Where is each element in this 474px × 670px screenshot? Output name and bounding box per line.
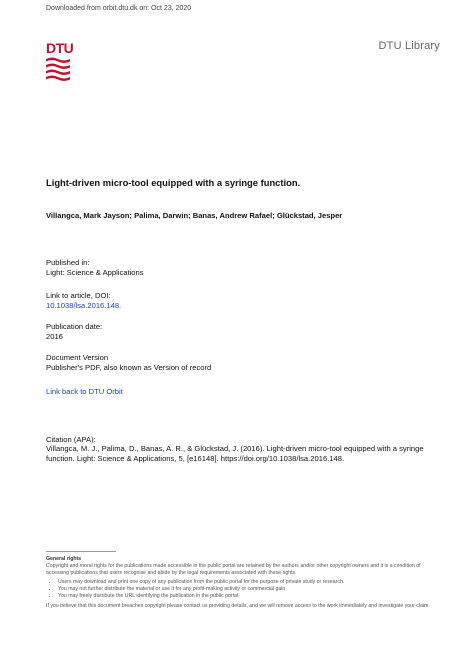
rights-bullet: • You may not further distribute the material or use it for any profit-making activity or commercial gain: [58, 586, 440, 593]
citation-label: Citation (APA):: [46, 435, 96, 444]
published-in-block: [46, 258, 144, 277]
published-in-label: Published in:: [46, 258, 90, 267]
paper-title: Light-driven micro-tool equipped with a syringe function.: [46, 177, 301, 188]
doi-link[interactable]: 10.1038/lsa.2016.148.: [46, 300, 122, 310]
rights-final-note: If you believe that this document breaches copyright please contact us providing details, and we will remove access to the work immediately and investigate your claim.: [46, 602, 430, 609]
citation-block: [46, 435, 446, 463]
general-rights-section: [46, 556, 440, 610]
dtu-orbit-link[interactable]: Link back to DTU Orbit: [46, 387, 123, 396]
download-note: Downloaded from orbit.dtu.dk on: Oct 23, 2020: [46, 5, 192, 12]
logo-text: DTU: [46, 40, 74, 56]
citation-text: Villangca, M. J., Palima, D., Banas, A. R., & Glückstad, J. (2016). Light-driven micro-tool equipped with a syringe function. Light: Science & Applications, 5, [e16148]. https://doi.org/10.1038/lsa.2016.148.: [46, 444, 424, 463]
publication-date-block: [46, 322, 102, 341]
publication-date-label: Publication date:: [46, 322, 103, 331]
published-in-value: Light: Science & Applications: [46, 267, 144, 277]
document-version-block: [46, 353, 211, 372]
document-version-label: Document Version: [46, 353, 109, 362]
rights-bullet: • Users may download and print one copy of any publication from the public portal for the purpose of private study or research.: [58, 579, 440, 586]
publication-date-value: 2016: [46, 331, 63, 341]
rights-bullet: • You may freely distribute the URL identifying the publication in the public portal: [58, 593, 440, 600]
document-version-value: Publisher's PDF, also known as Version of record: [46, 362, 212, 372]
rights-heading: General rights: [46, 556, 82, 562]
dtu-library-label: DTU Library: [378, 40, 440, 52]
rights-intro: Copyright and moral rights for the publications made accessible in the public portal are retained by the authors and/or other copyright owners and it is a condition of accessing publications that users recognise and abide by the legal requirements associated with these rights.: [46, 562, 421, 576]
rights-list: [46, 579, 440, 599]
rights-divider: [46, 551, 116, 552]
paper-authors: Villangca, Mark Jayson; Palima, Darwin; Banas, Andrew Rafael; Glückstad, Jesper: [46, 211, 343, 220]
doi-block: [46, 291, 121, 310]
dtu-logo: [45, 40, 75, 82]
logo-waves: [46, 58, 70, 82]
doi-label: Link to article, DOI:: [46, 291, 111, 300]
